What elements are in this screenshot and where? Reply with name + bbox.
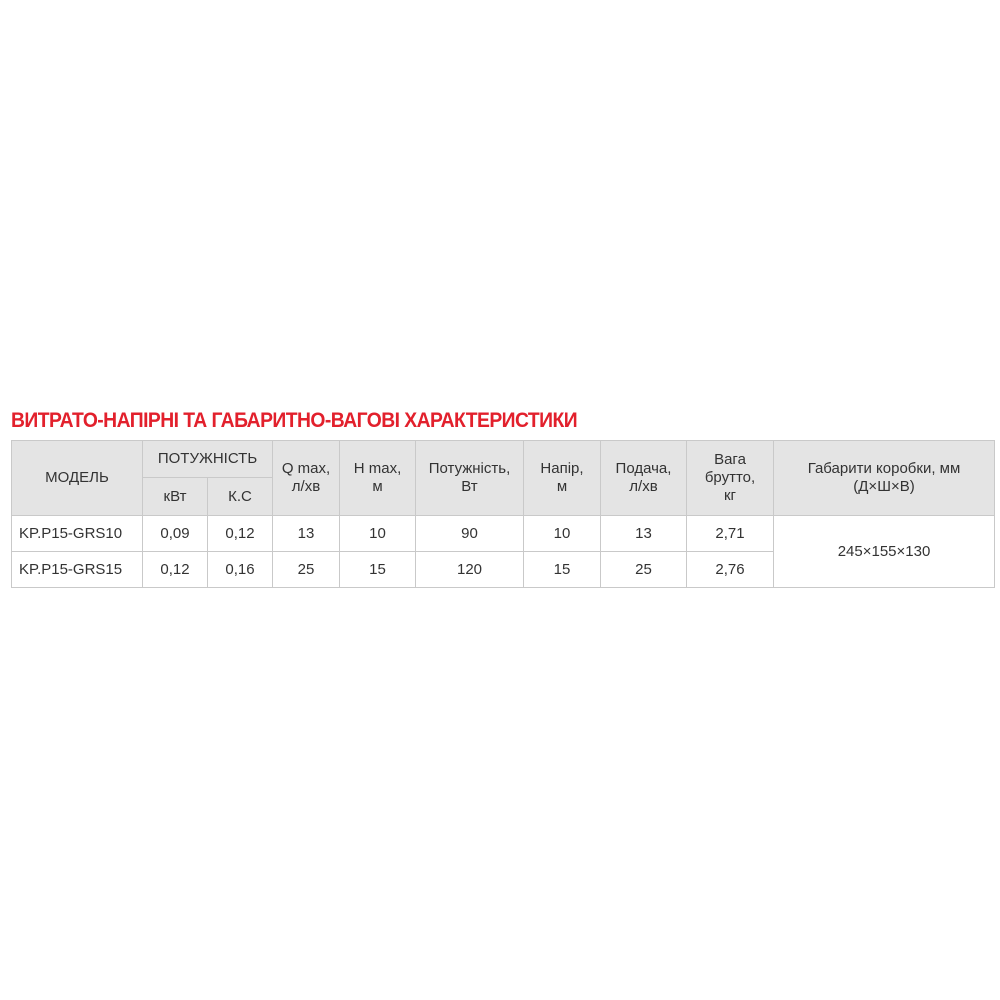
header-box-unit: (Д×Ш×В) [853,478,915,495]
cell-kw: 0,12 [143,552,208,588]
cell-hp: 0,12 [208,516,273,552]
cell-hp: 0,16 [208,552,273,588]
cell-power-w: 120 [416,552,524,588]
cell-power-w: 90 [416,516,524,552]
header-weight [687,441,774,516]
cell-flow: 13 [601,516,687,552]
header-flow [601,441,687,516]
header-model: МОДЕЛЬ [12,441,143,516]
cell-kw: 0,09 [143,516,208,552]
cell-hmax: 15 [340,552,416,588]
header-head-unit: м [556,478,568,495]
cell-weight: 2,71 [687,516,774,552]
cell-model: KP.P15-GRS15 [12,552,143,588]
page-title: ВИТРАТО-НАПІРНІ ТА ГАБАРИТНО-ВАГОВІ ХАРАКТЕРИСТИКИ [11,409,578,432]
header-qmax [273,441,340,516]
table-row [12,516,995,552]
cell-weight: 2,76 [687,552,774,588]
header-power-w [416,441,524,516]
cell-head: 10 [524,516,601,552]
cell-model: KP.P15-GRS10 [12,516,143,552]
cell-qmax: 25 [273,552,340,588]
header-power-hp: К.С [208,478,273,516]
cell-qmax: 13 [273,516,340,552]
header-box-label: Габарити коробки, мм [807,460,961,477]
cell-box-dimensions: 245×155×130 [774,516,995,588]
header-weight-unit: кг [723,487,737,504]
header-flow-unit: л/хв [629,478,658,495]
header-hmax-label: H max, [353,460,402,477]
header-power-group: ПОТУЖНІСТЬ [143,441,273,478]
header-head-label: Напір, [540,460,584,477]
header-hmax [340,441,416,516]
header-row [12,441,995,478]
header-power-w-label: Потужність, [428,460,511,477]
header-flow-label: Подача, [615,460,672,477]
cell-head: 15 [524,552,601,588]
header-power-kw: кВт [143,478,208,516]
header-weight-label: Вага брутто, [704,451,756,486]
header-box [774,441,995,516]
header-qmax-label: Q max, [281,460,331,477]
cell-flow: 25 [601,552,687,588]
header-qmax-unit: л/хв [291,478,321,495]
header-head [524,441,601,516]
header-power-w-unit: Вт [461,478,478,495]
spec-table [11,440,995,588]
cell-hmax: 10 [340,516,416,552]
header-hmax-unit: м [372,478,383,495]
